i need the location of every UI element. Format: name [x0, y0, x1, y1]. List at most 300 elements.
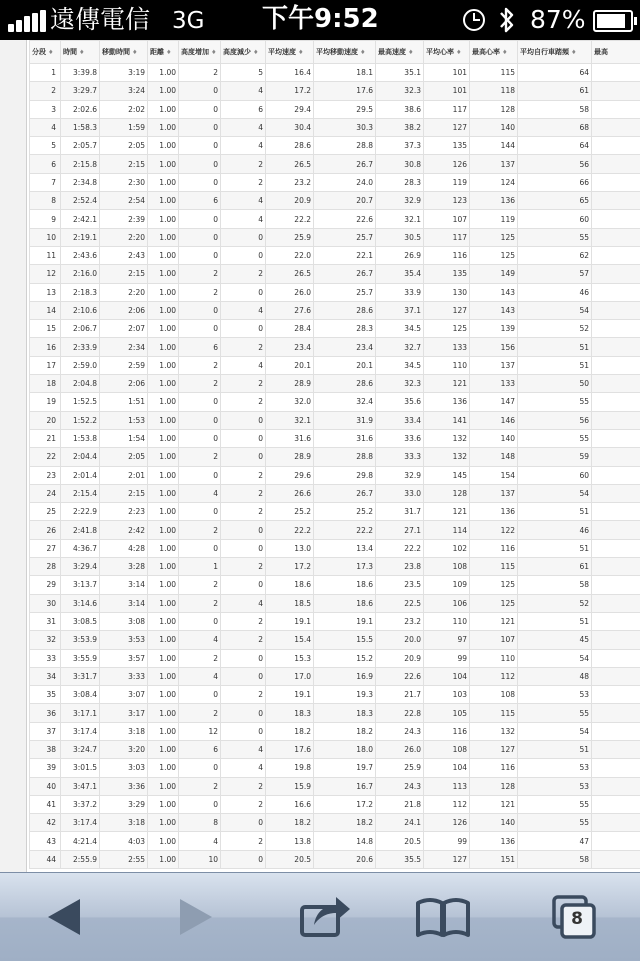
lap-table — [29, 40, 640, 869]
table-cell: 26.7 — [314, 484, 376, 502]
table-cell: 17.3 — [314, 558, 376, 576]
table-row — [30, 228, 640, 246]
table-cell: 44 — [30, 850, 61, 868]
table-cell: 46 — [518, 521, 592, 539]
table-cell: 130 — [424, 283, 470, 301]
table-cell: 45 — [518, 631, 592, 649]
table-cell: 54 — [518, 484, 592, 502]
table-cell: 2:05 — [100, 448, 148, 466]
table-cell: 2 — [221, 155, 266, 173]
table-cell: 3:36 — [100, 777, 148, 795]
column-header-label: 平均速度 — [268, 48, 296, 56]
table-cell: 26.5 — [266, 265, 314, 283]
table-cell: 2:43 — [100, 246, 148, 264]
table-cell — [592, 411, 640, 429]
column-header[interactable] — [148, 41, 179, 64]
table-cell: 127 — [424, 118, 470, 136]
table-cell: 2 — [221, 338, 266, 356]
table-cell — [592, 740, 640, 758]
table-cell: 1.00 — [148, 137, 179, 155]
column-header-label: 時間 — [63, 48, 77, 56]
table-cell: 60 — [518, 210, 592, 228]
table-cell: 59 — [518, 448, 592, 466]
table-cell: 133 — [470, 375, 518, 393]
column-header[interactable] — [61, 41, 100, 64]
table-cell: 22.2 — [314, 521, 376, 539]
table-cell — [592, 82, 640, 100]
table-cell: 0 — [221, 521, 266, 539]
table-cell — [592, 521, 640, 539]
column-header[interactable] — [518, 41, 592, 64]
table-cell — [592, 704, 640, 722]
table-cell: 31 — [30, 612, 61, 630]
table-cell: 124 — [470, 173, 518, 191]
table-row — [30, 118, 640, 136]
column-header[interactable] — [100, 41, 148, 64]
table-cell: 0 — [221, 576, 266, 594]
table-cell: 1.00 — [148, 667, 179, 685]
table-cell: 110 — [470, 649, 518, 667]
table-cell: 15.3 — [266, 649, 314, 667]
table-cell: 133 — [424, 338, 470, 356]
table-cell: 1.00 — [148, 612, 179, 630]
table-cell: 15.2 — [314, 649, 376, 667]
alarm-clock-icon — [463, 9, 485, 31]
table-cell: 126 — [424, 155, 470, 173]
table-cell: 2:39 — [100, 210, 148, 228]
table-cell: 1.00 — [148, 484, 179, 502]
table-cell: 121 — [424, 503, 470, 521]
table-cell: 20.7 — [314, 192, 376, 210]
table-cell: 22.6 — [376, 667, 424, 685]
table-cell — [592, 210, 640, 228]
table-cell: 23.4 — [266, 338, 314, 356]
table-cell: 15.4 — [266, 631, 314, 649]
table-cell: 135 — [424, 137, 470, 155]
table-cell: 109 — [424, 576, 470, 594]
table-cell: 39 — [30, 759, 61, 777]
table-row — [30, 704, 640, 722]
table-cell: 0 — [179, 429, 221, 447]
table-cell: 25.2 — [314, 503, 376, 521]
table-cell: 2:22.9 — [61, 503, 100, 521]
table-cell: 139 — [470, 320, 518, 338]
table-cell: 17.0 — [266, 667, 314, 685]
table-cell: 14 — [30, 301, 61, 319]
table-cell: 0 — [221, 411, 266, 429]
table-cell — [592, 338, 640, 356]
table-cell: 18.1 — [314, 64, 376, 82]
bluetooth-icon — [498, 4, 516, 36]
column-header[interactable] — [470, 41, 518, 64]
table-cell: 2:20 — [100, 283, 148, 301]
table-cell: 3:17.4 — [61, 814, 100, 832]
table-cell: 24.3 — [376, 722, 424, 740]
column-header[interactable] — [424, 41, 470, 64]
table-cell: 1.00 — [148, 64, 179, 82]
table-cell: 20.5 — [376, 832, 424, 850]
table-cell: 2 — [179, 64, 221, 82]
table-cell: 31.6 — [314, 429, 376, 447]
table-cell: 23.4 — [314, 338, 376, 356]
table-cell: 4 — [221, 356, 266, 374]
table-cell: 53 — [518, 686, 592, 704]
table-cell — [592, 320, 640, 338]
column-header-label: 移動時間 — [102, 48, 130, 56]
table-cell: 23.8 — [376, 558, 424, 576]
table-cell: 0 — [221, 722, 266, 740]
table-cell: 64 — [518, 64, 592, 82]
table-cell: 126 — [424, 814, 470, 832]
sort-icon: ♦ — [296, 49, 303, 56]
table-cell: 1:51 — [100, 393, 148, 411]
table-cell: 2 — [221, 795, 266, 813]
table-row — [30, 649, 640, 667]
table-cell: 29 — [30, 576, 61, 594]
table-cell: 3:14 — [100, 576, 148, 594]
table-cell: 35.4 — [376, 265, 424, 283]
table-cell: 0 — [179, 539, 221, 557]
table-cell: 20.6 — [314, 850, 376, 868]
sort-icon: ♦ — [77, 49, 84, 56]
table-cell: 19 — [30, 393, 61, 411]
table-cell: 58 — [518, 850, 592, 868]
table-cell — [592, 429, 640, 447]
table-cell: 55 — [518, 795, 592, 813]
table-cell: 35.5 — [376, 850, 424, 868]
table-cell: 125 — [424, 320, 470, 338]
table-cell: 4 — [221, 192, 266, 210]
table-cell: 1.00 — [148, 356, 179, 374]
table-cell: 3:18 — [100, 722, 148, 740]
table-row — [30, 576, 640, 594]
column-header-label: 平均自行車踏頻 — [520, 48, 569, 56]
table-cell: 34 — [30, 667, 61, 685]
table-cell: 2:15 — [100, 265, 148, 283]
table-cell: 132 — [424, 448, 470, 466]
table-cell: 106 — [424, 594, 470, 612]
table-cell: 52 — [518, 320, 592, 338]
table-cell: 115 — [470, 558, 518, 576]
table-cell: 47 — [518, 832, 592, 850]
table-cell: 57 — [518, 265, 592, 283]
table-cell: 32.3 — [376, 375, 424, 393]
table-cell: 0 — [179, 173, 221, 191]
table-cell: 2:33.9 — [61, 338, 100, 356]
forward-button[interactable] — [160, 883, 230, 951]
table-cell: 2 — [221, 265, 266, 283]
table-cell: 2:52.4 — [61, 192, 100, 210]
column-header-label: 平均移動速度 — [316, 48, 358, 56]
table-cell: 2:42 — [100, 521, 148, 539]
table-cell: 56 — [518, 155, 592, 173]
table-cell: 0 — [179, 320, 221, 338]
table-cell: 21 — [30, 429, 61, 447]
table-cell: 25.9 — [376, 759, 424, 777]
table-cell: 18.2 — [314, 814, 376, 832]
table-cell: 1 — [30, 64, 61, 82]
table-cell: 2:16.0 — [61, 265, 100, 283]
table-cell: 2 — [221, 173, 266, 191]
sort-icon: ♦ — [406, 49, 413, 56]
table-row — [30, 686, 640, 704]
table-row — [30, 137, 640, 155]
table-cell: 12 — [179, 722, 221, 740]
table-cell: 2:41.8 — [61, 521, 100, 539]
table-cell: 58 — [518, 100, 592, 118]
table-row — [30, 759, 640, 777]
table-cell: 25.7 — [314, 228, 376, 246]
table-cell: 2:05.7 — [61, 137, 100, 155]
table-cell: 48 — [518, 667, 592, 685]
table-cell: 36 — [30, 704, 61, 722]
table-cell: 13 — [30, 283, 61, 301]
table-cell: 32.4 — [314, 393, 376, 411]
table-cell: 22.2 — [266, 521, 314, 539]
table-cell — [592, 356, 640, 374]
table-cell: 37 — [30, 722, 61, 740]
table-cell — [592, 155, 640, 173]
sort-icon: ♦ — [500, 49, 507, 56]
table-cell: 1.00 — [148, 850, 179, 868]
table-cell: 0 — [179, 759, 221, 777]
table-cell: 28.8 — [314, 448, 376, 466]
table-cell: 3:19 — [100, 64, 148, 82]
table-cell: 104 — [424, 759, 470, 777]
table-cell: 28.9 — [266, 448, 314, 466]
table-cell: 2:55 — [100, 850, 148, 868]
table-cell: 20.1 — [314, 356, 376, 374]
table-row — [30, 356, 640, 374]
table-cell: 0 — [179, 411, 221, 429]
table-cell: 2 — [221, 375, 266, 393]
table-row — [30, 539, 640, 557]
table-cell: 23 — [30, 466, 61, 484]
table-cell: 116 — [424, 722, 470, 740]
table-cell: 110 — [424, 612, 470, 630]
table-cell: 32.1 — [266, 411, 314, 429]
table-cell: 2:30 — [100, 173, 148, 191]
table-cell: 1.00 — [148, 576, 179, 594]
table-cell: 27 — [30, 539, 61, 557]
table-cell: 55 — [518, 814, 592, 832]
table-cell: 32.7 — [376, 338, 424, 356]
column-header-label: 最高 — [594, 48, 608, 56]
table-cell: 60 — [518, 466, 592, 484]
table-cell — [592, 759, 640, 777]
table-cell: 0 — [179, 686, 221, 704]
table-cell: 112 — [470, 667, 518, 685]
table-cell — [592, 228, 640, 246]
table-cell: 0 — [179, 795, 221, 813]
column-header[interactable] — [314, 41, 376, 64]
table-cell: 3:14.6 — [61, 594, 100, 612]
column-header[interactable] — [266, 41, 314, 64]
table-cell: 2 — [179, 576, 221, 594]
table-cell: 23.5 — [376, 576, 424, 594]
table-cell: 15.9 — [266, 777, 314, 795]
share-button[interactable] — [288, 883, 358, 951]
table-cell: 0 — [221, 539, 266, 557]
table-cell: 2 — [179, 448, 221, 466]
table-cell: 33.0 — [376, 484, 424, 502]
table-row — [30, 173, 640, 191]
table-cell: 40 — [30, 777, 61, 795]
table-cell: 11 — [30, 246, 61, 264]
table-cell: 1.00 — [148, 777, 179, 795]
table-cell: 0 — [179, 210, 221, 228]
battery-percentage: 87% — [530, 3, 586, 37]
table-cell: 1.00 — [148, 210, 179, 228]
table-cell: 1 — [179, 558, 221, 576]
table-cell: 26.6 — [266, 484, 314, 502]
table-cell — [592, 100, 640, 118]
status-bar — [0, 0, 640, 40]
table-cell: 18.2 — [314, 722, 376, 740]
table-cell: 51 — [518, 503, 592, 521]
column-header[interactable] — [179, 41, 221, 64]
table-row — [30, 777, 640, 795]
table-cell: 2:59.0 — [61, 356, 100, 374]
table-cell: 2:42.1 — [61, 210, 100, 228]
table-cell: 4:03 — [100, 832, 148, 850]
table-cell: 32 — [30, 631, 61, 649]
table-cell: 25 — [30, 503, 61, 521]
table-cell: 17 — [30, 356, 61, 374]
table-cell: 136 — [470, 192, 518, 210]
table-cell: 2:01 — [100, 466, 148, 484]
table-cell: 1.00 — [148, 466, 179, 484]
table-cell: 22 — [30, 448, 61, 466]
table-cell: 110 — [424, 356, 470, 374]
table-cell: 1.00 — [148, 704, 179, 722]
column-header[interactable] — [592, 41, 640, 64]
table-cell: 121 — [424, 375, 470, 393]
column-header[interactable] — [30, 41, 61, 64]
column-header[interactable] — [221, 41, 266, 64]
table-cell: 1.00 — [148, 192, 179, 210]
table-cell — [592, 814, 640, 832]
table-cell: 2 — [179, 777, 221, 795]
table-cell: 16.4 — [266, 64, 314, 82]
table-cell: 6 — [221, 100, 266, 118]
table-cell: 30.3 — [314, 118, 376, 136]
webpage-viewport[interactable] — [0, 40, 640, 872]
table-cell: 104 — [424, 667, 470, 685]
table-cell — [592, 375, 640, 393]
table-cell: 0 — [221, 283, 266, 301]
table-cell: 4 — [221, 118, 266, 136]
table-cell: 30 — [30, 594, 61, 612]
network-type: 3G — [172, 4, 204, 38]
table-cell: 35.1 — [376, 64, 424, 82]
table-cell: 125 — [470, 246, 518, 264]
table-cell: 117 — [424, 100, 470, 118]
table-cell: 128 — [470, 777, 518, 795]
table-cell: 4 — [179, 667, 221, 685]
table-cell: 3:31.7 — [61, 667, 100, 685]
table-cell: 33.9 — [376, 283, 424, 301]
table-cell: 19.8 — [266, 759, 314, 777]
table-cell: 114 — [424, 521, 470, 539]
table-cell: 125 — [470, 228, 518, 246]
table-cell: 127 — [424, 301, 470, 319]
table-cell: 4 — [221, 82, 266, 100]
table-cell: 22.2 — [376, 539, 424, 557]
table-cell: 29.8 — [314, 466, 376, 484]
table-cell: 6 — [30, 155, 61, 173]
table-cell: 33.4 — [376, 411, 424, 429]
table-cell: 13.8 — [266, 832, 314, 850]
bookmarks-button[interactable] — [408, 883, 478, 951]
table-cell: 31.7 — [376, 503, 424, 521]
carrier-name: 遠傳電信 — [50, 3, 150, 37]
table-cell: 50 — [518, 375, 592, 393]
table-cell: 116 — [424, 246, 470, 264]
sort-icon: ♦ — [358, 49, 365, 56]
sort-icon: ♦ — [130, 49, 137, 56]
table-cell: 51 — [518, 338, 592, 356]
table-cell: 107 — [424, 210, 470, 228]
table-cell: 102 — [424, 539, 470, 557]
table-cell: 32.3 — [376, 82, 424, 100]
table-cell: 108 — [470, 686, 518, 704]
table-cell: 1.00 — [148, 686, 179, 704]
table-cell: 22.8 — [376, 704, 424, 722]
table-cell: 4 — [221, 740, 266, 758]
table-cell: 3:01.5 — [61, 759, 100, 777]
table-row — [30, 210, 640, 228]
table-row — [30, 558, 640, 576]
column-header[interactable] — [376, 41, 424, 64]
table-cell: 24.1 — [376, 814, 424, 832]
table-cell: 22.1 — [314, 246, 376, 264]
table-cell — [592, 850, 640, 868]
table-row — [30, 265, 640, 283]
table-cell: 2:06 — [100, 301, 148, 319]
table-cell — [592, 448, 640, 466]
table-cell: 144 — [470, 137, 518, 155]
table-cell: 0 — [221, 246, 266, 264]
table-cell: 19.1 — [314, 612, 376, 630]
table-cell: 2:10.6 — [61, 301, 100, 319]
table-cell: 127 — [470, 740, 518, 758]
table-cell: 151 — [470, 850, 518, 868]
table-cell: 0 — [221, 228, 266, 246]
table-cell: 68 — [518, 118, 592, 136]
table-cell: 3:29.4 — [61, 558, 100, 576]
table-cell: 149 — [470, 265, 518, 283]
table-cell: 0 — [221, 667, 266, 685]
table-cell: 22.0 — [266, 246, 314, 264]
table-cell — [592, 631, 640, 649]
table-cell: 22.5 — [376, 594, 424, 612]
table-cell: 4 — [179, 484, 221, 502]
table-cell: 2 — [179, 283, 221, 301]
table-row — [30, 246, 640, 264]
table-cell: 127 — [424, 850, 470, 868]
table-cell: 28.9 — [266, 375, 314, 393]
table-cell: 28.3 — [314, 320, 376, 338]
table-cell: 154 — [470, 466, 518, 484]
table-header-row — [30, 41, 640, 64]
table-cell: 125 — [470, 576, 518, 594]
back-button[interactable] — [30, 883, 100, 951]
table-cell: 32.0 — [266, 393, 314, 411]
table-cell: 141 — [424, 411, 470, 429]
table-cell: 33.6 — [376, 429, 424, 447]
table-cell: 3:08.5 — [61, 612, 100, 630]
